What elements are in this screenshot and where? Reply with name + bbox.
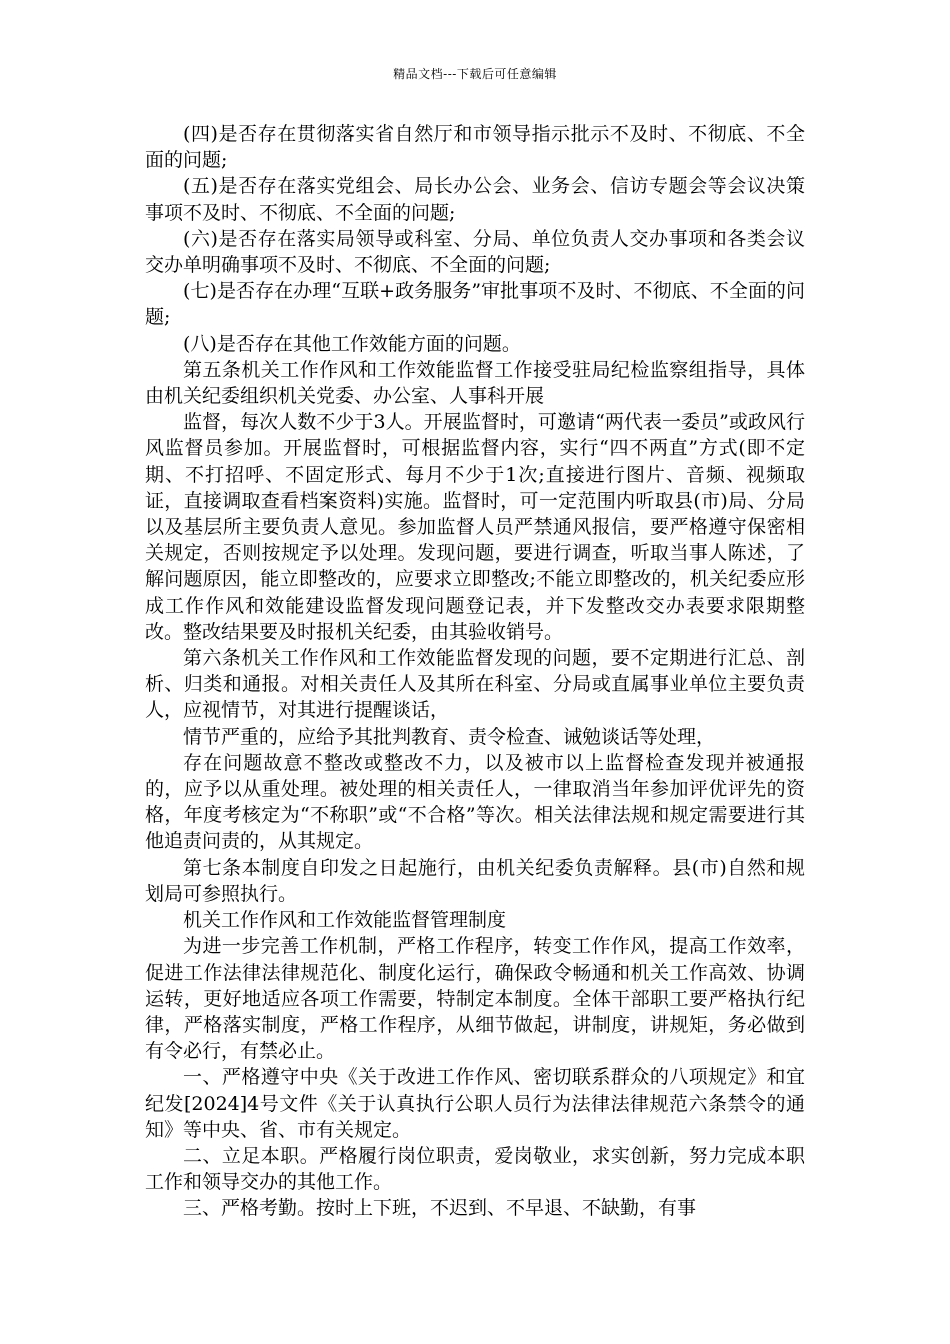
paragraph-rule-2: 二、立足本职。严格履行岗位职责，爱岗敬业，求实创新，努力完成本职工作和领导交办的其他工作。: [145, 1144, 805, 1194]
paragraph-heavier-penalty: 存在问题故意不整改或整改不力，以及被市以上监督检查发现并被通报的，应予以从重处理。被处理的相关责任人，一律取消当年参加评优评先的资格，年度考核定为“不称职”或“不合格”等次。相关法律法规和规定需要进行其他追责问责的，从其规定。: [145, 751, 805, 853]
paragraph-supervision: 监督，每次人数不少于3人。开展监督时，可邀请“两代表一委员”或政风行风监督员参加。开展监督时，可根据监督内容，实行“四不两直”方式(即不定期、不打招呼、不固定形式、每月不少于1次;直接进行图片、音频、视频取证，直接调取查看档案资料)实施。监督时，可一定范围内听取县(市)局、分局以及基层所主要负责人意见。参加监督人员严禁通风报信，要严格遵守保密相关规定，否则按规定予以处理。发现问题，要进行调查，听取当事人陈述，了解问题原因，能立即整改的，应要求立即整改;不能立即整改的，机关纪委应形成工作作风和效能建设监督发现问题登记表，并下发整改交办表要求限期整改。整改结果要及时报机关纪委，由其验收销号。: [145, 411, 805, 643]
paragraph-item-8: (八)是否存在其他工作效能方面的问题。: [183, 332, 521, 355]
paragraph-item-4: (四)是否存在贯彻落实省自然厅和市领导指示批示不及时、不彻底、不全面的问题;: [145, 123, 805, 172]
paragraph-item-7: (七)是否存在办理“互联+政务服务”审批事项不及时、不彻底、不全面的问题;: [145, 280, 805, 329]
section-title: 机关工作作风和工作效能监督管理制度: [183, 909, 507, 932]
paragraph-rule-1: 一、严格遵守中央《关于改进工作作风、密切联系群众的八项规定》和宜纪发[2024]4号文件《关于认真执行公职人员行为法律法律规范六条禁令的通知》等中央、省、市有关规定。: [145, 1066, 805, 1141]
paragraph-item-5: (五)是否存在落实党组会、局长办公会、业务会、信访专题会等会议决策事项不及时、不彻底、不全面的问题;: [145, 175, 805, 224]
paragraph-article-7: 第七条本制度自印发之日起施行，由机关纪委负责解释。县(市)自然和规划局可参照执行。: [145, 856, 805, 905]
paragraph-article-5: 第五条机关工作作风和工作效能监督工作接受驻局纪检监察组指导，具体由机关纪委组织机关党委、办公室、人事科开展: [145, 358, 805, 408]
paragraph-intro: 为进一步完善工作机制，严格工作程序，转变工作作风，提高工作效率，促进工作法律法律规范化、制度化运行，确保政令畅通和机关工作高效、协调运转，更好地适应各项工作需要，特制定本制度。全体干部职工要严格执行纪律，严格落实制度，严格工作程序，从细节做起，讲制度，讲规矩，务必做到有令必行，有禁必止。: [145, 935, 805, 1063]
paragraph-serious-cases: 情节严重的，应给予其批判教育、责令检查、诫勉谈话等处理，: [183, 725, 716, 748]
paragraph-item-6: (六)是否存在落实局领导或科室、分局、单位负责人交办事项和各类会议交办单明确事项不及时、不彻底、不全面的问题;: [145, 227, 805, 277]
paragraph-article-6: 第六条机关工作作风和工作效能监督发现的问题，要不定期进行汇总、剖析、归类和通报。对相关责任人及其所在科室、分局或直属事业单位主要负责人，应视情节，对其进行提醒谈话，: [145, 647, 805, 722]
document-body: [145, 121, 805, 1222]
page-header: 精品文档---下载后可任意编辑: [393, 67, 557, 81]
paragraph-rule-3: 三、严格考勤。按时上下班，不迟到、不早退、不缺勤，有事: [183, 1197, 697, 1220]
